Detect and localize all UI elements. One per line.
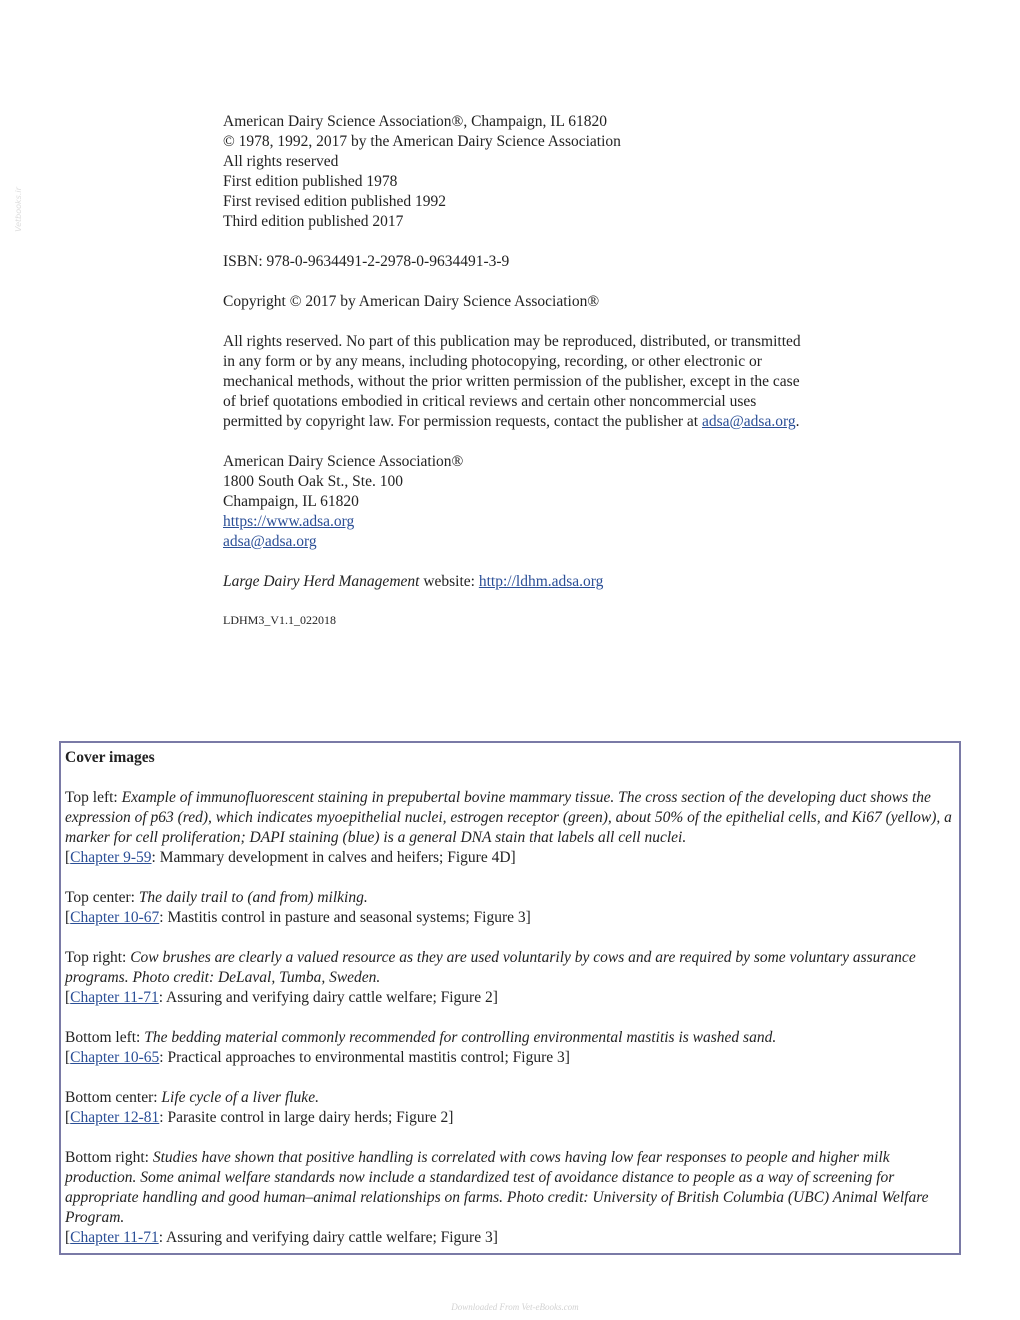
entry-reference: : Mammary development in calves and heifers; Figure 4D] — [151, 849, 516, 866]
publisher-address — [223, 452, 803, 552]
book-title: Large Dairy Herd Management — [223, 573, 420, 590]
rights-email-link[interactable]: adsa@adsa.org — [701, 413, 796, 430]
entry-position: Bottom center: — [65, 1089, 162, 1106]
address-street: 1800 South Oak St., Ste. 100 — [223, 473, 403, 490]
publisher-line: American Dairy Science Association®, Champaign, IL 61820 — [223, 113, 607, 130]
rights-paragraph — [223, 332, 803, 432]
entry-caption: Studies have shown that positive handling is correlated with cows having low fear responses to people and higher milk production. Some animal welfare standards now include a standardized test of avoidance distance to people as a way of screening for appropriate handling and good human–animal relationships on farms. Photo credit: University of British Columbia (UBC) Animal Welfare Program. — [65, 1149, 929, 1226]
cover-entry-bottom-right: Bottom right: Studies have shown that positive handling is correlated with cows having low fear responses to people and higher milk production. Some animal welfare standards now include a standardized test of avoidance distance to people as a way of screening for appropriate handling and good human–animal relationships on farms. Photo credit: University of British Columbia (UBC) Animal Welfare Program. [Chapter 11-71: Assuring and verifying dairy cattle welfare; Figure 3] — [65, 1149, 929, 1246]
cover-entry-top-right: Top right: Cow brushes are clearly a valued resource as they are used voluntarily by cows and are required by some voluntary assurance programs. Photo credit: DeLaval, Tumba, Sweden. [Chapter 11-71: Assuring and verifying dairy cattle welfare; Figure 2] — [65, 949, 916, 1006]
entry-position: Top left: — [65, 789, 122, 806]
copyright-notice: Copyright © 2017 by American Dairy Science Association® — [223, 293, 600, 310]
entry-reference: : Assuring and verifying dairy cattle welfare; Figure 2] — [158, 989, 498, 1006]
book-website-link[interactable]: http://ldhm.adsa.org — [478, 573, 604, 590]
version-code: LDHM3_V1.1_022018 — [223, 613, 336, 627]
entry-position: Bottom right: — [65, 1149, 153, 1166]
address-city: Champaign, IL 61820 — [223, 493, 359, 510]
book-website — [223, 572, 803, 592]
rights-end: . — [795, 413, 800, 430]
chapter-link[interactable]: Chapter 10-65 — [70, 1049, 160, 1066]
publisher-line: © 1978, 1992, 2017 by the American Dairy Science Association — [223, 133, 621, 150]
entry-reference: : Assuring and verifying dairy cattle welfare; Figure 3] — [158, 1229, 498, 1246]
rights-text: All rights reserved. No part of this publication may be reproduced, distributed, or transmitted in any form or by any means, including photocopying, recording, or other electronic or mechanical methods, without the prior written permission of the publisher, except in the case of brief quotations embodied in critical reviews and certain other noncommercial uses permitted by copyright law. For permission requests, contact the publisher at — [223, 333, 801, 430]
entry-caption: The daily trail to (and from) milking. — [138, 889, 368, 906]
chapter-link[interactable]: Chapter 11-71 — [70, 989, 159, 1006]
website-label: website: — [419, 573, 479, 590]
entry-position: Top right: — [65, 949, 131, 966]
entry-caption: Example of immunofluorescent staining in prepubertal bovine mammary tissue. The cross section of the developing duct shows the expression of p63 (red), which indicates myoepithelial nuclei, estrogen receptor (green), about 50% of the epithelial cells, and Ki67 (yellow), a marker for cell proliferation; DAPI staining (blue) is a general DNA stain that labels all cell nuclei. — [65, 789, 952, 846]
isbn: ISBN: 978-0-9634491-2-2978-0-9634491-3-9 — [223, 253, 510, 270]
cover-images-box — [59, 741, 961, 1255]
publisher-line: First revised edition published 1992 — [223, 193, 447, 210]
side-watermark: Vetbooks.ir — [13, 187, 23, 232]
publisher-line: First edition published 1978 — [223, 173, 398, 190]
publisher-line: Third edition published 2017 — [223, 213, 404, 230]
website-link[interactable]: https://www.adsa.org — [223, 513, 355, 530]
entry-position: Bottom left: — [65, 1029, 145, 1046]
cover-entry-top-left: Top left: Example of immunofluorescent staining in prepubertal bovine mammary tissue. The cross section of the developing duct shows the expression of p63 (red), which indicates myoepithelial nuclei, estrogen receptor (green), about 50% of the epithelial cells, and Ki67 (yellow), a marker for cell proliferation; DAPI staining (blue) is a general DNA stain that labels all cell nuclei. [Chapter 9-59: Mammary development in calves and heifers; Figure 4D] — [65, 789, 952, 866]
footer-watermark: Downloaded From Vet-eBooks.com — [451, 1302, 579, 1312]
chapter-link[interactable]: Chapter 9-59 — [70, 849, 152, 866]
chapter-link[interactable]: Chapter 10-67 — [70, 909, 160, 926]
entry-reference: : Practical approaches to environmental mastitis control; Figure 3] — [159, 1049, 570, 1066]
cover-images-title: Cover images — [65, 749, 155, 766]
cover-entry-bottom-left: Bottom left: The bedding material commonly recommended for controlling environmental mastitis is washed sand. [Chapter 10-65: Practical approaches to environmental mastitis control; Figure 3] — [65, 1029, 777, 1066]
chapter-link[interactable]: Chapter 12-81 — [70, 1109, 160, 1126]
cover-entry-bottom-center: Bottom center: Life cycle of a liver fluke. [Chapter 12-81: Parasite control in large dairy herds; Figure 2] — [65, 1089, 454, 1126]
copyright-block — [223, 112, 803, 628]
entry-caption: Cow brushes are clearly a valued resource as they are used voluntarily by cows and are required by some voluntary assurance programs. Photo credit: DeLaval, Tumba, Sweden. — [65, 949, 916, 986]
publisher-line: All rights reserved — [223, 153, 339, 170]
address-name: American Dairy Science Association® — [223, 453, 464, 470]
email-link[interactable]: adsa@adsa.org — [223, 533, 317, 550]
chapter-link[interactable]: Chapter 11-71 — [70, 1229, 159, 1246]
entry-reference: : Parasite control in large dairy herds; Figure 2] — [159, 1109, 454, 1126]
entry-position: Top center: — [65, 889, 139, 906]
cover-entry-top-center: Top center: The daily trail to (and from) milking. [Chapter 10-67: Mastitis control in pasture and seasonal systems; Figure 3] — [65, 889, 531, 926]
entry-reference: : Mastitis control in pasture and seasonal systems; Figure 3] — [159, 909, 531, 926]
entry-caption: The bedding material commonly recommended for controlling environmental mastitis is washed sand. — [144, 1029, 777, 1046]
entry-caption: Life cycle of a liver fluke. — [161, 1089, 319, 1106]
